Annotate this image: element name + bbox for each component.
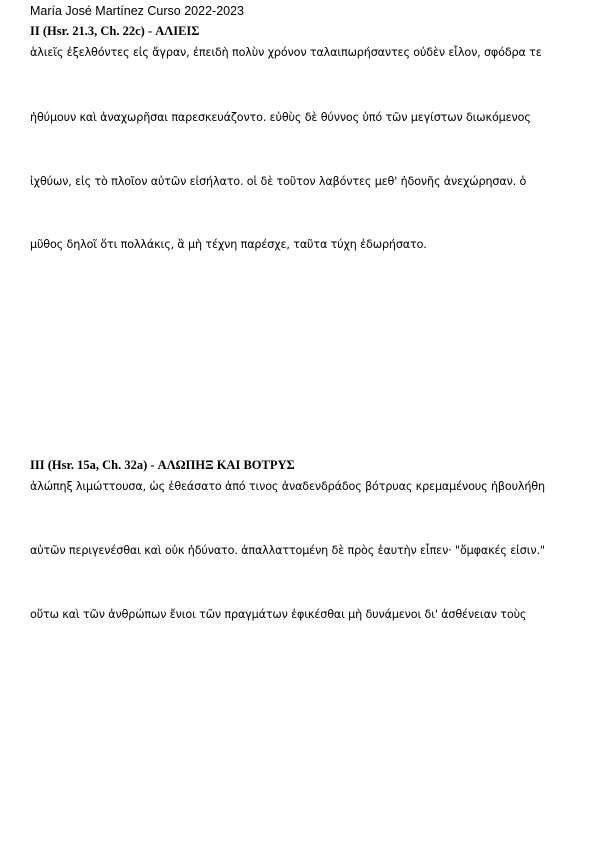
text-line: ἰχθύων, εἰς τὸ πλοῖον αὐτῶν εἰσήλατο. οἱ δὲ τοῦτον λαβόντες μεθ' ἡδονῆς ἀνεχώρησαν. ὁ [30, 175, 527, 188]
text-line: οὕτω καὶ τῶν ἀνθρώπων ἔνιοι τῶν πραγμάτων ἐφικέσθαι μὴ δυνάμενοι δι' ἀσθένειαν τοὺς [30, 608, 527, 621]
text-line: ἁλιεῖς ἐξελθόντες εἰς ἄγραν, ἐπειδὴ πολὺν χρόνον ταλαιπωρήσαντες οὐδὲν εἷλον, σφόδρα τε [30, 46, 542, 59]
document-header: María José Martínez Curso 2022-2023 [30, 4, 244, 18]
text-line: μῦθος δηλοῖ ὅτι πολλάκις, ἃ μὴ τέχνη παρέσχε, ταῦτα τύχη ἐδωρήσατο. [30, 238, 427, 251]
text-line: ἠθύμουν καὶ ἀναχωρῆσαι παρεσκευάζοντο. εὐθὺς δὲ θύννος ὑπό τῶν μεγίστων διωκόμενος [30, 111, 531, 124]
text-line: ἀλώπηξ λιμώττουσα, ὡς ἐθεάσατο ἀπό τινος ἀναδενδράδος βότρυας κρεμαμένους ἠβουλήθη [30, 480, 545, 493]
text-line: αὐτῶν περιγενέσθαι καὶ οὐκ ἠδύνατο. ἀπαλλαττομένη δὲ πρὸς ἑαυτὴν εἶπεν· "ὄμφακές εἰσιν." [30, 544, 545, 557]
section-title: III (Hsr. 15a, Ch. 32a) - ΑΛΩΠΗΞ ΚΑΙ ΒΟΤΡΥΣ [30, 458, 295, 472]
section-title: II (Hsr. 21.3, Ch. 22c) - ΑΛΙΕΙΣ [30, 24, 200, 38]
